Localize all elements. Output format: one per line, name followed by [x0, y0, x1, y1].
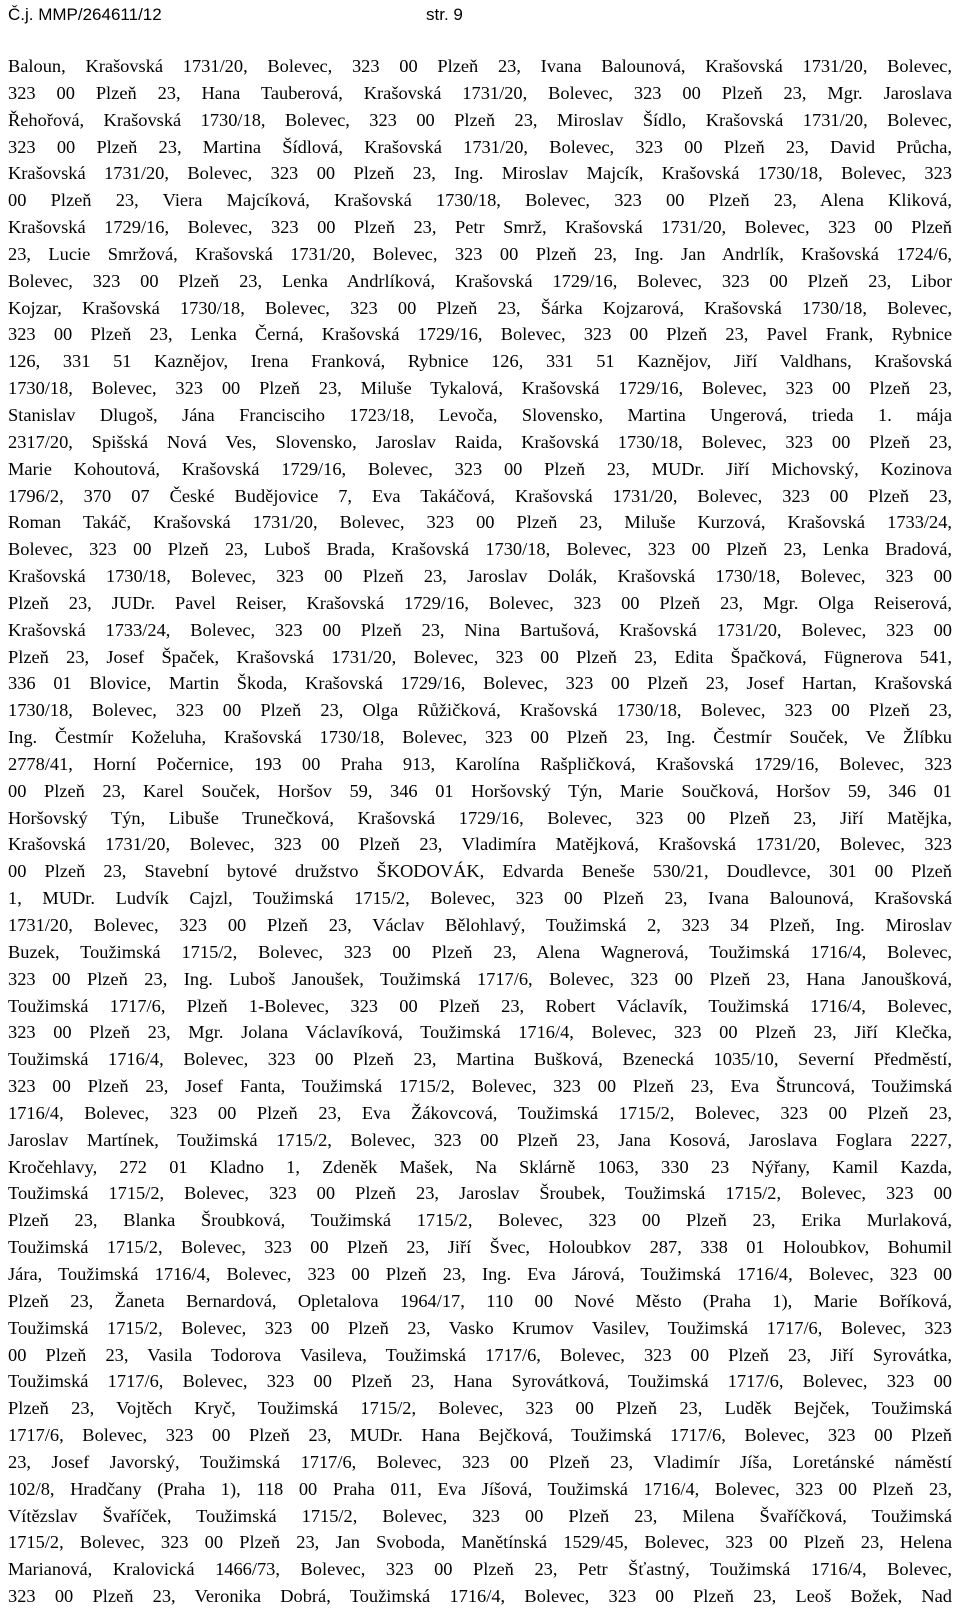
- text-line: 323 00 Plzeň 23, Martina Šídlová, Krašovská 1731/20, Bolevec, 323 00 Plzeň 23, David Průcha,: [8, 136, 952, 157]
- text-line: Ing. Čestmír Koželuha, Krašovská 1730/18, Bolevec, 323 00 Plzeň 23, Ing. Čestmír Souček, Ve Žlíbku: [8, 727, 952, 748]
- text-line: Marianová, Kralovická 1466/73, Bolevec, 323 00 Plzeň 23, Petr Šťastný, Toužimská 1716/4, Bolevec,: [8, 1559, 952, 1580]
- text-line: Toužimská 1717/6, Bolevec, 323 00 Plzeň 23, Hana Syrovátková, Toužimská 1717/6, Bolevec, 323 00: [8, 1371, 952, 1392]
- text-line: Buzek, Toužimská 1715/2, Bolevec, 323 00 Plzeň 23, Alena Wagnerová, Toužimská 1716/4, Bolevec,: [8, 941, 952, 962]
- text-line: 102/8, Hradčany (Praha 1), 118 00 Praha 011, Eva Jíšová, Toužimská 1716/4, Bolevec, 323 00 Plzeň 23,: [8, 1478, 952, 1499]
- text-line: 323 00 Plzeň 23, Josef Fanta, Toužimská 1715/2, Bolevec, 323 00 Plzeň 23, Eva Štruncová, Toužimská: [8, 1076, 952, 1097]
- text-line: 323 00 Plzeň 23, Hana Tauberová, Krašovská 1731/20, Bolevec, 323 00 Plzeň 23, Mgr. Jaroslava: [8, 82, 952, 103]
- text-line: 1730/18, Bolevec, 323 00 Plzeň 23, Olga Růžičková, Krašovská 1730/18, Bolevec, 323 00 Plzeň 23,: [8, 700, 952, 721]
- page-number: str. 9: [426, 5, 463, 24]
- text-line: 323 00 Plzeň 23, Ing. Luboš Janoušek, Toužimská 1717/6, Bolevec, 323 00 Plzeň 23, Hana Janoušková,: [8, 968, 952, 989]
- text-line: Jára, Toužimská 1716/4, Bolevec, 323 00 Plzeň 23, Ing. Eva Járová, Toužimská 1716/4, Bolevec, 323 00: [8, 1263, 952, 1284]
- text-line: Toužimská 1717/6, Plzeň 1-Bolevec, 323 00 Plzeň 23, Robert Václavík, Toužimská 1716/4, Bolevec,: [8, 995, 952, 1016]
- document-reference: Č.j. MMP/264611/12: [8, 5, 162, 24]
- text-line: Toužimská 1715/2, Bolevec, 323 00 Plzeň 23, Jiří Švec, Holoubkov 287, 338 01 Holoubkov, Bohumil: [8, 1237, 952, 1258]
- page-header: [8, 0, 952, 30]
- text-line: Stanislav Dlugoš, Jána Francisciho 1723/18, Levoča, Slovensko, Martina Ungerová, trieda 1. mája: [8, 404, 952, 425]
- text-line: 00 Plzeň 23, Karel Souček, Horšov 59, 346 01 Horšovský Týn, Marie Součková, Horšov 59, 346 01: [8, 780, 952, 801]
- text-line: 1731/20, Bolevec, 323 00 Plzeň 23, Václav Bělohlavý, Toužimská 2, 323 34 Plzeň, Ing. Miroslav: [8, 915, 952, 935]
- text-line: Bolevec, 323 00 Plzeň 23, Luboš Brada, Krašovská 1730/18, Bolevec, 323 00 Plzeň 23, Lenka Bradová,: [8, 539, 952, 560]
- text-line: 1796/2, 370 07 České Budějovice 7, Eva Takáčová, Krašovská 1731/20, Bolevec, 323 00 Plzeň 23,: [8, 485, 952, 506]
- text-line: 323 00 Plzeň 23, Mgr. Jolana Václavíková, Toužimská 1716/4, Bolevec, 323 00 Plzeň 23, Jiří Klečka,: [8, 1022, 952, 1043]
- text-line: Bolevec, 323 00 Plzeň 23, Lenka Andrlíková, Krašovská 1729/16, Bolevec, 323 00 Plzeň 23, Libor: [8, 270, 952, 291]
- text-line: Kročehlavy, 272 01 Kladno 1, Zdeněk Mašek, Na Sklárně 1063, 330 23 Nýřany, Kamil Kazda,: [8, 1156, 952, 1177]
- text-line: 336 01 Blovice, Martin Škoda, Krašovská 1729/16, Bolevec, 323 00 Plzeň 23, Josef Hartan, Krašovská: [8, 673, 952, 694]
- text-line: Krašovská 1731/20, Bolevec, 323 00 Plzeň 23, Ing. Miroslav Majcík, Krašovská 1730/18, Bolevec, 323: [8, 163, 952, 184]
- text-line: 00 Plzeň 23, Viera Majcíková, Krašovská 1730/18, Bolevec, 323 00 Plzeň 23, Alena Kliková,: [8, 190, 952, 211]
- text-line: Řehořová, Krašovská 1730/18, Bolevec, 323 00 Plzeň 23, Miroslav Šídlo, Krašovská 1731/20, Bolevec,: [8, 109, 952, 130]
- text-line: Plzeň 23, Blanka Šroubková, Toužimská 1715/2, Bolevec, 323 00 Plzeň 23, Erika Murlaková,: [8, 1210, 952, 1231]
- text-line: 323 00 Plzeň 23, Lenka Černá, Krašovská 1729/16, Bolevec, 323 00 Plzeň 23, Pavel Frank, Rybnice: [8, 324, 952, 345]
- text-line: 1717/6, Bolevec, 323 00 Plzeň 23, MUDr. Hana Bejčková, Toužimská 1717/6, Bolevec, 323 00 Plzeň: [8, 1425, 952, 1446]
- text-line: 00 Plzeň 23, Stavební bytové družstvo ŠKODOVÁK, Edvarda Beneše 530/21, Doudlevce, 301 00 Plzeň: [8, 861, 952, 882]
- text-line: Krašovská 1730/18, Bolevec, 323 00 Plzeň 23, Jaroslav Dolák, Krašovská 1730/18, Bolevec, 323 00: [8, 566, 952, 587]
- document-body: [8, 53, 952, 1610]
- text-line: Vítězslav Švaříček, Toužimská 1715/2, Bolevec, 323 00 Plzeň 23, Milena Švaříčková, Toužimská: [8, 1505, 952, 1526]
- text-line: 23, Lucie Smržová, Krašovská 1731/20, Bolevec, 323 00 Plzeň 23, Ing. Jan Andrlík, Krašovská 1724/6,: [8, 243, 952, 264]
- text-line: 2317/20, Spišská Nová Ves, Slovensko, Jaroslav Raida, Krašovská 1730/18, Bolevec, 323 00 Plzeň 23,: [8, 431, 952, 452]
- text-line: 1730/18, Bolevec, 323 00 Plzeň 23, Miluše Tykalová, Krašovská 1729/16, Bolevec, 323 00 Plzeň 23,: [8, 378, 952, 399]
- text-line: Plzeň 23, Žaneta Bernardová, Opletalova 1964/17, 110 00 Nové Město (Praha 1), Marie Boříková,: [8, 1290, 952, 1311]
- text-line: Baloun, Krašovská 1731/20, Bolevec, 323 00 Plzeň 23, Ivana Balounová, Krašovská 1731/20, Bolevec,: [8, 56, 952, 76]
- text-line: Plzeň 23, Vojtěch Kryč, Toužimská 1715/2, Bolevec, 323 00 Plzeň 23, Luděk Bejček, Toužimská: [8, 1398, 952, 1419]
- text-line: Plzeň 23, Josef Špaček, Krašovská 1731/20, Bolevec, 323 00 Plzeň 23, Edita Špačková, Fügnerova 541,: [8, 646, 952, 667]
- text-line: 2778/41, Horní Počernice, 193 00 Praha 913, Karolína Rašpličková, Krašovská 1729/16, Bolevec, 323: [8, 753, 952, 774]
- text-line: Jaroslav Martínek, Toužimská 1715/2, Bolevec, 323 00 Plzeň 23, Jana Kosová, Jaroslava Foglara 2227,: [8, 1129, 952, 1150]
- text-line: Krašovská 1729/16, Bolevec, 323 00 Plzeň 23, Petr Smrž, Krašovská 1731/20, Bolevec, 323 00 Plzeň: [8, 217, 952, 238]
- text-line: Toužimská 1716/4, Bolevec, 323 00 Plzeň 23, Martina Bušková, Bzenecká 1035/10, Severní Předměstí,: [8, 1049, 952, 1070]
- text-line: Horšovský Týn, Libuše Trunečková, Krašovská 1729/16, Bolevec, 323 00 Plzeň 23, Jiří Matějka,: [8, 807, 952, 828]
- text-line: Krašovská 1731/20, Bolevec, 323 00 Plzeň 23, Vladimíra Matějková, Krašovská 1731/20, Bolevec, 323: [8, 834, 952, 855]
- text-line: Kojzar, Krašovská 1730/18, Bolevec, 323 00 Plzeň 23, Šárka Kojzarová, Krašovská 1730/18, Bolevec,: [8, 297, 952, 318]
- text-line: Marie Kohoutová, Krašovská 1729/16, Bolevec, 323 00 Plzeň 23, MUDr. Jiří Michovský, Kozinova: [8, 458, 952, 479]
- text-line: Roman Takáč, Krašovská 1731/20, Bolevec, 323 00 Plzeň 23, Miluše Kurzová, Krašovská 1733/24,: [8, 512, 952, 533]
- text-line: Plzeň 23, JUDr. Pavel Reiser, Krašovská 1729/16, Bolevec, 323 00 Plzeň 23, Mgr. Olga Reiserová,: [8, 592, 952, 613]
- text-line: Toužimská 1715/2, Bolevec, 323 00 Plzeň 23, Vasko Krumov Vasilev, Toužimská 1717/6, Bolevec, 323: [8, 1317, 952, 1338]
- text-line: 1715/2, Bolevec, 323 00 Plzeň 23, Jan Svoboda, Manětínská 1529/45, Bolevec, 323 00 Plzeň 23, Helena: [8, 1532, 952, 1553]
- text-line: 126, 331 51 Kaznějov, Irena Franková, Rybnice 126, 331 51 Kaznějov, Jiří Valdhans, Krašovská: [8, 351, 952, 372]
- text-line: 23, Josef Javorský, Toužimská 1717/6, Bolevec, 323 00 Plzeň 23, Vladimír Jíša, Loretánské náměstí: [8, 1451, 952, 1472]
- text-line: 00 Plzeň 23, Vasila Todorova Vasileva, Toužimská 1717/6, Bolevec, 323 00 Plzeň 23, Jiří Syrovátka,: [8, 1344, 952, 1365]
- text-line: 323 00 Plzeň 23, Veronika Dobrá, Toužimská 1716/4, Bolevec, 323 00 Plzeň 23, Leoš Božek, Nad: [8, 1586, 952, 1607]
- text-line: 1716/4, Bolevec, 323 00 Plzeň 23, Eva Žákovcová, Toužimská 1715/2, Bolevec, 323 00 Plzeň 23,: [8, 1102, 952, 1123]
- text-line: Krašovská 1733/24, Bolevec, 323 00 Plzeň 23, Nina Bartušová, Krašovská 1731/20, Bolevec, 323 00: [8, 619, 952, 640]
- text-line: Toužimská 1715/2, Bolevec, 323 00 Plzeň 23, Jaroslav Šroubek, Toužimská 1715/2, Bolevec, 323 00: [8, 1183, 952, 1204]
- text-line: 1, MUDr. Ludvík Cajzl, Toužimská 1715/2, Bolevec, 323 00 Plzeň 23, Ivana Balounová, Krašovská: [8, 888, 952, 909]
